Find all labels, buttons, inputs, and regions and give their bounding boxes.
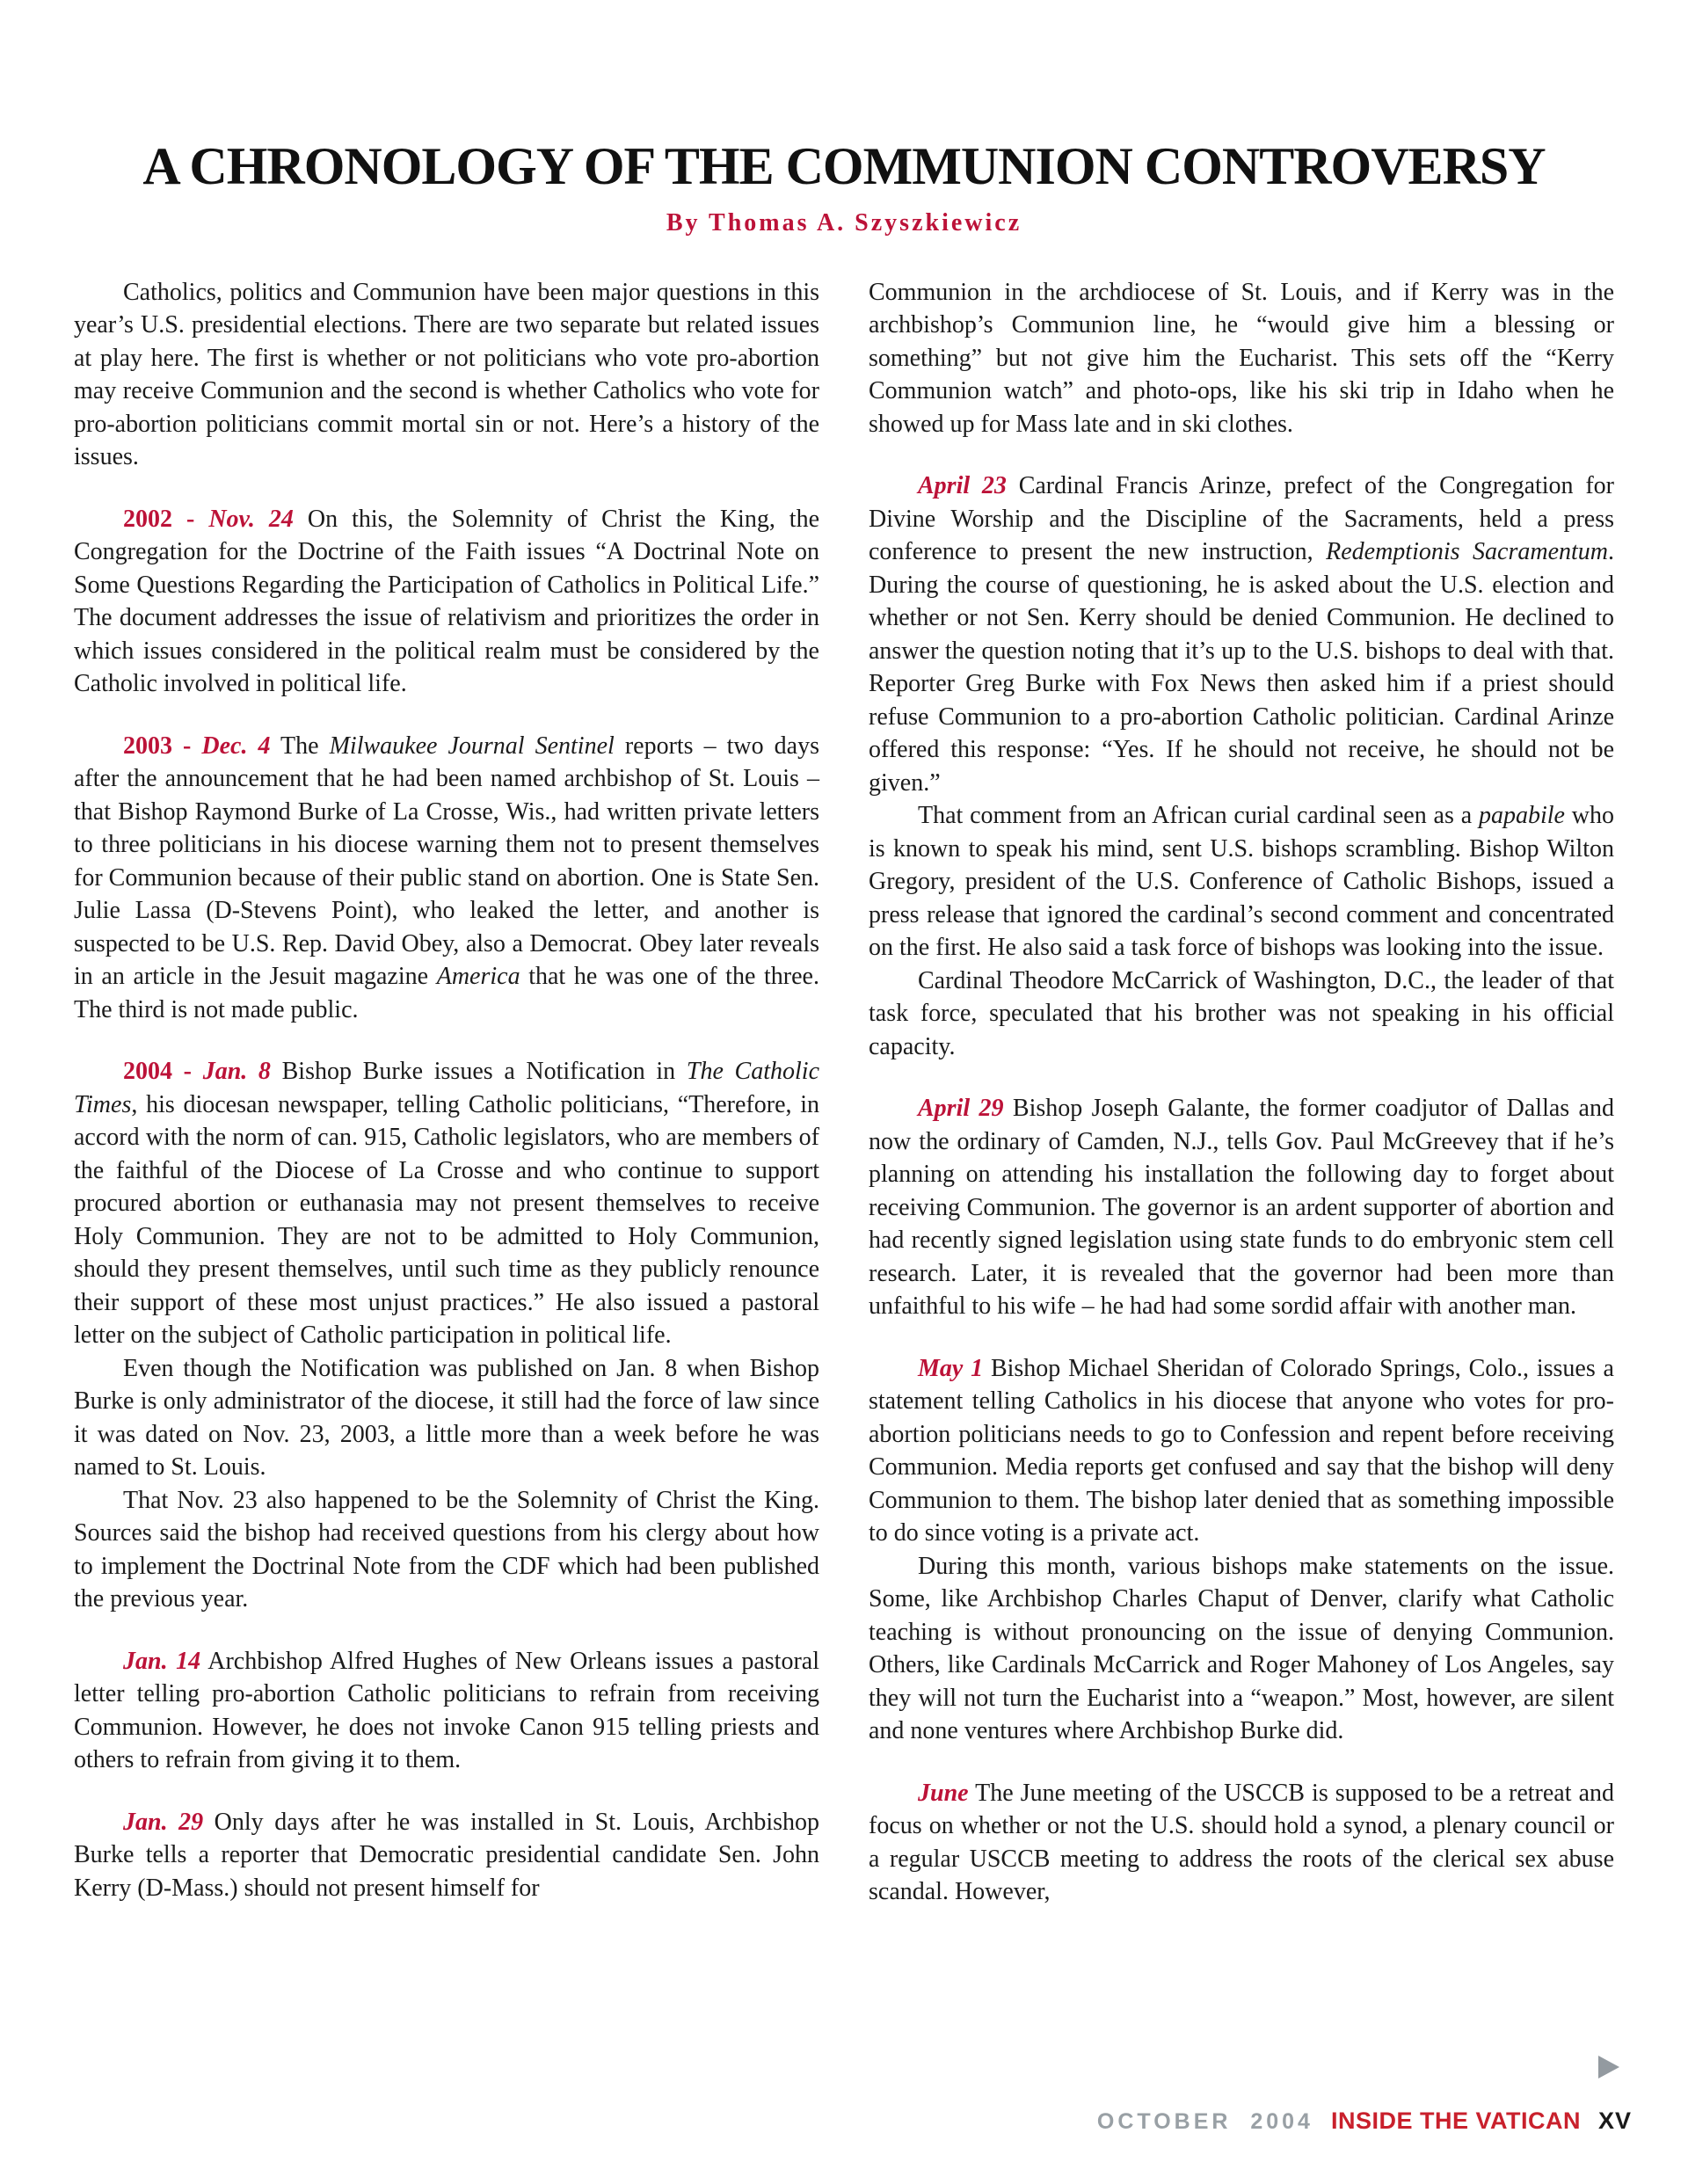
timeline-date: Jan. 29 xyxy=(123,1808,204,1836)
paragraph xyxy=(74,1806,819,1905)
timeline-date: Jan. 8 xyxy=(202,1058,271,1086)
text-segment: The June meeting of the USCCB is supposed to be a retreat and focus on whether or not the U.S. should hold a synod, a plenary council or a regular USCCB meeting to address the roots of the clerical sex abuse scandal. However, xyxy=(869,1779,1614,1906)
timeline-date: 2002 - xyxy=(123,505,209,533)
page-footer xyxy=(1097,2108,1632,2135)
text-segment: , his diocesan newspaper, telling Catholic politicians, “Therefore, in accord with the norm of can. 915, Catholic legislators, who are members of the faithful of the Diocese of La Crosse and who continue to support procured abortion or euthanasia may not present themselves to receive Holy Communion. They are not to be admitted to Holy Communion, should they present themselves, until such time as they publicly renounce their support of these most unjust practices.” He also issued a pastoral letter on the subject of Catholic participation in political life. xyxy=(74,1090,819,1350)
timeline-date: 2004 - xyxy=(123,1058,203,1086)
right-column xyxy=(869,276,1614,1909)
timeline-date: Dec. 4 xyxy=(201,732,271,760)
text-segment: Archbishop Alfred Hughes of New Orleans issues a pastoral letter telling pro-abortion Catholic politicians to refrain from receiving Communion. However, he does not invoke Canon 915 telling priests and others to refrain from giving it to them. xyxy=(74,1647,819,1774)
timeline-date: May 1 xyxy=(918,1354,984,1382)
text-segment: Milwaukee Journal Sentinel xyxy=(329,732,615,760)
text-segment: That Nov. 23 also happened to be the Solemnity of Christ the King. Sources said the bishop had received questions from his clergy about how to implement the Doctrinal Note from the CDF which had been published the previous year. xyxy=(74,1486,819,1613)
paragraph xyxy=(869,1352,1614,1550)
text-segment: Bishop Burke issues a Notification in xyxy=(270,1058,687,1086)
paragraph xyxy=(869,1550,1614,1748)
paragraph xyxy=(74,1352,819,1484)
paragraph xyxy=(74,1055,819,1352)
paragraph xyxy=(74,1484,819,1616)
timeline-date: April 23 xyxy=(918,472,1007,500)
text-segment: Even though the Notification was published on Jan. 8 when Bishop Burke is only administrator of the diocese, it still had the force of law since it was dated on Nov. 23, 2003, a little more than a week before he was named to St. Louis. xyxy=(74,1354,819,1481)
timeline-date: June xyxy=(918,1779,969,1807)
text-segment: Bishop Joseph Galante, the former coadjutor of Dallas and now the ordinary of Camden, N.J., tells Gov. Paul McGreevey that if he’s planning on attending his installation the following day to forget about receiving Communion. The governor is an ardent supporter of abortion and had recently signed legislation using state funds to do embryonic stem cell research. Later, it is revealed that the governor had been more than unfaithful to his wife – he had had some sordid affair with another man. xyxy=(869,1095,1614,1321)
text-segment: The Catholic Times xyxy=(74,1058,819,1118)
text-segment: The xyxy=(270,732,330,760)
left-column xyxy=(74,276,819,1909)
text-segment: Only days after he was installed in St. Louis, Archbishop Burke tells a reporter that Democratic presidential candidate Sen. John Kerry (D-Mass.) should not present himself for xyxy=(74,1808,819,1902)
text-segment: Cardinal Theodore McCarrick of Washington, D.C., the leader of that task force, speculated that his brother was not speaking in his official capacity. xyxy=(869,966,1614,1060)
text-segment: that he was one of the three. The third is not made public. xyxy=(74,963,819,1023)
paragraph xyxy=(74,1645,819,1777)
text-segment: Communion in the archdiocese of St. Louis, and if Kerry was in the archbishop’s Communion line, he “would give him a blessing or something” but not give him the Eucharist. This sets off the “Kerry Communion watch” and photo-ops, like his ski trip in Idaho when he showed up for Mass late and in ski clothes. xyxy=(869,278,1614,438)
text-segment: Cardinal Francis Arinze, prefect of the Congregation for Divine Worship and the Discipline of the Sacraments, held a press conference to present the new instruction, xyxy=(869,472,1614,566)
text-segment: On this, the Solemnity of Christ the King, the Congregation for the Doctrine of the Faith issues “A Doctrinal Note on Some Questions Regarding the Participation of Catholics in Political Life.” The document addresses the issue of relativism and prioritizes the order in which issues considered in the political realm must be considered by the Catholic involved in political life. xyxy=(74,505,820,698)
paragraph xyxy=(869,799,1614,965)
issue-date: OCTOBER 2004 xyxy=(1096,2109,1313,2134)
text-segment: During this month, various bishops make statements on the issue. Some, like Archbishop Charles Chaput of Denver, clarify what Catholic teaching is without pronouncing on the issue of denying Communion. Others, like Cardinals McCarrick and Roger Mahoney of Los Angeles, say they will not turn the Eucharist into a “weapon.” Most, however, are silent and none ventures where Archbishop Burke did. xyxy=(869,1552,1614,1745)
timeline-date: Jan. 14 xyxy=(123,1647,201,1675)
paragraph xyxy=(74,503,819,701)
text-segment: America xyxy=(436,963,520,991)
byline: By Thomas A. Szyszkiewicz xyxy=(666,208,1022,237)
text-segment: reports – two days after the announcement that he had been named archbishop of St. Louis – that Bishop Raymond Burke of La Crosse, Wis., had written private letters to three politicians in his diocese warning them not to present themselves for Communion because of their public stand on abortion. One is State Sen. Julie Lassa (D-Stevens Point), who leaked the letter, and another is suspected to be U.S. Rep. David Obey, also a Democrat. Obey later reveals in an article in the Jesuit magazine xyxy=(74,732,819,991)
text-segment: who is known to speak his mind, sent U.S. bishops scrambling. Bishop Wilton Gregory, president of the U.S. Conference of Catholic Bishops, issued a press release that ignored the cardinal’s second comment and concentrated on the first. He also said a task force of bishops was looking into the issue. xyxy=(869,802,1614,962)
timeline-date: Nov. 24 xyxy=(208,505,294,533)
text-segment: Bishop Michael Sheridan of Colorado Springs, Colo., issues a statement telling Catholics in his diocese that anyone who votes for pro-abortion politicians needs to go to Confession and repent before receiving Communion. Media reports get confused and say that the bishop will deny Communion to them. The bishop later denied that as something impossible to do since voting is a private act. xyxy=(869,1354,1614,1547)
text-segment: Catholics, politics and Communion have been major questions in this year’s U.S. presidential elections. There are two separate but related issues at play here. The first is whether or not politicians who vote pro-abortion may receive Communion and the second is whether Catholics who vote for pro-abortion politicians commit mortal sin or not. Here’s a history of the issues. xyxy=(74,278,819,471)
text-segment: Redemptionis Sacramentum xyxy=(1326,538,1609,566)
paragraph xyxy=(74,276,819,474)
text-segment: papabile xyxy=(1478,802,1565,830)
magazine-name: INSIDE THE VATICAN xyxy=(1330,2108,1581,2134)
next-page-arrow-icon[interactable] xyxy=(1598,2056,1619,2078)
paragraph xyxy=(869,965,1614,1064)
paragraph xyxy=(869,470,1614,799)
timeline-date: 2003 - xyxy=(123,732,202,760)
paragraph xyxy=(74,730,819,1027)
page-title: A CHRONOLOGY OF THE COMMUNION CONTROVERSY xyxy=(142,137,1546,195)
paragraph xyxy=(869,276,1614,441)
article-columns xyxy=(74,276,1614,1909)
text-segment: . During the course of questioning, he is asked about the U.S. election and whether or not Sen. Kerry should be denied Communion. He declined to answer the question noting that it’s up to the U.S. bishops to deal with that. Reporter Greg Burke with Fox News then asked him if a priest should refuse Communion to a pro-abortion Catholic politician. Cardinal Arinze offered this response: “Yes. If he should not receive, he should not be given.” xyxy=(869,538,1615,797)
text-segment: That comment from an African curial cardinal seen as a xyxy=(918,802,1479,830)
page-number: XV xyxy=(1597,2108,1632,2134)
paragraph xyxy=(869,1092,1614,1323)
timeline-date: April 29 xyxy=(918,1095,1004,1123)
paragraph xyxy=(869,1777,1614,1909)
